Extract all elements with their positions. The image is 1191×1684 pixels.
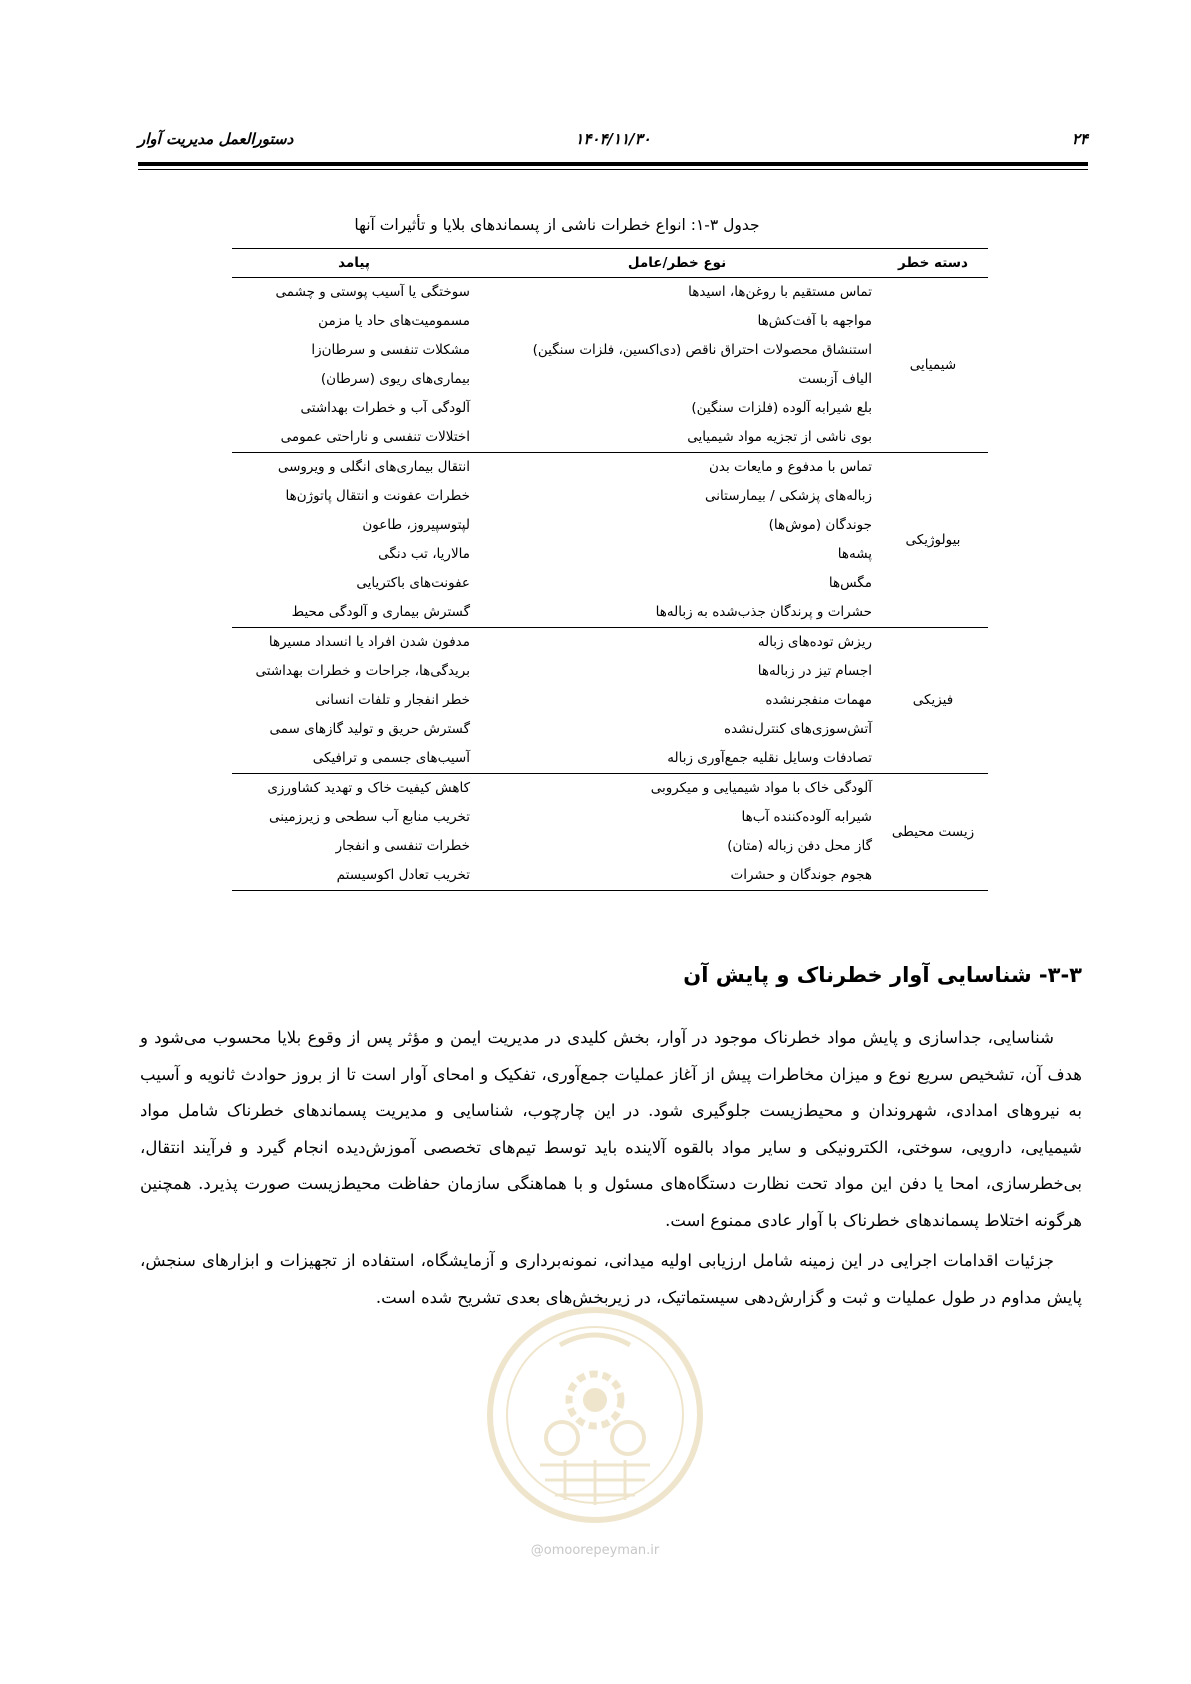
outcome-cell: لپتوسپیروز، طاعون	[362, 517, 470, 533]
table-header-row	[232, 249, 988, 278]
section-title: ۳-۳- شناسایی آوار خطرناک و پایش آن	[683, 963, 1082, 987]
hazard-cell: پشه‌ها	[837, 546, 872, 562]
table-row	[232, 715, 988, 744]
table-row	[232, 598, 988, 628]
hazard-cell: زباله‌های پزشکی / بیمارستانی	[705, 488, 872, 504]
outcome-cell: سوختگی یا آسیب پوستی و چشمی	[275, 284, 470, 300]
table-row	[232, 569, 988, 598]
category-cell: بیولوژیکی	[878, 453, 988, 628]
outcome-cell: مدفون شدن افراد یا انسداد مسیرها	[268, 634, 470, 650]
category-cell: زیست محیطی	[878, 774, 988, 891]
paragraph: شناسایی، جداسازی و پایش مواد خطرناک موجود در آوار، بخش کلیدی در مدیریت ایمن و مؤثر پس از وقوع بلایا محسوب می‌شود و هدف آن، تشخیص سریع نوع و میزان مخاطرات پیش از آغاز عملیات جمع‌آوری، تفکیک و امحای آوار است تا از بروز حوادث ثانویه و آسیب به نیروهای امدادی، شهروندان و محیط‌زیست جلوگیری شود. در این چارچوب، شناسایی و مدیریت پسماندهای خطرناک شامل مواد شیمیایی، دارویی، سوختی، الکترونیکی و سایر مواد بالقوه آلاینده باید توسط تیم‌های تخصصی آموزش‌دیده انجام گیرد و فرآیند انتقال، بی‌خطرسازی، امحا یا دفن این مواد تحت نظارت دستگاه‌های مسئول و با هماهنگی سازمان حفاظت محیط‌زیست صورت پذیرد. همچنین هرگونه اختلاط پسماندهای خطرناک با آوار عادی ممنوع است.	[140, 1028, 1082, 1230]
table-row	[232, 336, 988, 365]
table-row	[232, 423, 988, 453]
watermark-url: @omoorepeyman.ir	[530, 1543, 660, 1558]
hazard-cell: استنشاق محصولات احتراق ناقص (دی‌اکسین، فلزات سنگین)	[532, 342, 872, 358]
outcome-cell: آلودگی آب و خطرات بهداشتی	[300, 400, 470, 416]
hazard-cell: تصادفات وسایل نقلیه جمع‌آوری زباله	[476, 744, 878, 774]
table-row	[232, 511, 988, 540]
category-cell: فیزیکی	[878, 628, 988, 774]
table-row	[232, 482, 988, 511]
table-row	[232, 628, 988, 658]
outcome-cell: اختلالات تنفسی و ناراحتی عمومی	[232, 423, 476, 453]
hazards-table	[232, 248, 988, 891]
table-caption: جدول ۳-۱: انواع خطرات ناشی از پسماندهای بلایا و تأثیرات آنها	[354, 216, 760, 234]
hazard-cell: بوی ناشی از تجزیه مواد شیمیایی	[476, 423, 878, 453]
hazard-cell: تماس مستقیم با روغن‌ها، اسیدها	[688, 284, 872, 300]
hazard-cell: ریزش توده‌های زباله	[757, 634, 872, 650]
header-rule-thick	[138, 162, 1088, 166]
category-cell: شیمیایی	[878, 278, 988, 453]
table-row	[232, 307, 988, 336]
table-row	[232, 861, 988, 891]
outcome-cell: خطر انفجار و تلفات انسانی	[315, 692, 470, 708]
hazard-cell: مهمات منفجرنشده	[765, 692, 872, 708]
paragraph: جزئیات اقدامات اجرایی در این زمینه شامل ارزیابی اولیه میدانی، نمونه‌برداری و آزمایشگاه، استفاده از تجهیزات و ابزارهای سنجش، پایش مداوم در طول عملیات و ثبت و گزارش‌دهی سیستماتیک، در زیربخش‌های بعدی تشریح شده است.	[140, 1251, 1082, 1307]
hazard-cell: شیرابه آلوده‌کننده آب‌ها	[741, 809, 872, 825]
page-number: ۲۴	[1071, 130, 1088, 148]
table-row	[232, 803, 988, 832]
outcome-cell: مالاریا، تب دنگی	[378, 546, 470, 562]
outcome-cell: تخریب منابع آب سطحی و زیرزمینی	[269, 809, 470, 825]
hazard-cell: گاز محل دفن زباله (متان)	[727, 838, 872, 854]
seal-logo-icon	[480, 1300, 710, 1530]
header-hazard: نوع خطر/عامل	[476, 249, 878, 278]
table-row	[232, 657, 988, 686]
outcome-cell: خطرات تنفسی و انفجار	[335, 838, 470, 854]
section-body	[140, 1020, 1082, 1316]
hazard-cell: اجسام تیز در زباله‌ها	[757, 663, 872, 679]
page-header	[138, 130, 1088, 154]
header-category: دسته خطر	[878, 249, 988, 278]
table-row	[232, 453, 988, 483]
table-row	[232, 774, 988, 804]
outcome-cell: مسمومیت‌های حاد یا مزمن	[318, 313, 470, 329]
outcome-cell: مشکلات تنفسی و سرطان‌زا	[311, 342, 470, 358]
hazard-cell: مواجهه با آفت‌کش‌ها	[757, 313, 872, 329]
outcome-cell: خطرات عفونت و انتقال پاتوژن‌ها	[285, 488, 470, 504]
header-date: ۱۴۰۴/۱۱/۳۰	[575, 130, 651, 148]
outcome-cell: تخریب تعادل اکوسیستم	[232, 861, 476, 891]
header-title: دستورالعمل مدیریت آوار	[138, 130, 294, 148]
hazard-cell: بلع شیرابه آلوده (فلزات سنگین)	[691, 400, 872, 416]
outcome-cell: گسترش حریق و تولید گازهای سمی	[269, 721, 470, 737]
outcome-cell: بیماری‌های ریوی (سرطان)	[320, 371, 470, 387]
hazard-cell: تماس با مدفوع و مایعات بدن	[709, 459, 872, 475]
outcome-cell: عفونت‌های باکتریایی	[356, 575, 470, 591]
table-row	[232, 278, 988, 308]
header-rule-thin	[138, 169, 1088, 170]
table-row	[232, 365, 988, 394]
header-outcome: پیامد	[232, 249, 476, 278]
table-row	[232, 832, 988, 861]
table-row	[232, 686, 988, 715]
hazard-cell: مگس‌ها	[828, 575, 872, 591]
hazard-cell: هجوم جوندگان و حشرات	[476, 861, 878, 891]
table-row	[232, 540, 988, 569]
outcome-cell: گسترش بیماری و آلودگی محیط	[232, 598, 476, 628]
table-row	[232, 744, 988, 774]
outcome-cell: بریدگی‌ها، جراحات و خطرات بهداشتی	[255, 663, 470, 679]
hazard-cell: جوندگان (موش‌ها)	[768, 517, 872, 533]
table-body	[232, 278, 988, 891]
hazard-cell: حشرات و پرندگان جذب‌شده به زباله‌ها	[476, 598, 878, 628]
table-row	[232, 394, 988, 423]
outcome-cell: آسیب‌های جسمی و ترافیکی	[232, 744, 476, 774]
hazard-cell: آتش‌سوزی‌های کنترل‌نشده	[724, 721, 872, 737]
hazard-cell: الیاف آزبست	[798, 371, 872, 387]
outcome-cell: انتقال بیماری‌های انگلی و ویروسی	[277, 459, 470, 475]
hazard-cell: آلودگی خاک با مواد شیمیایی و میکروبی	[650, 780, 872, 796]
outcome-cell: کاهش کیفیت خاک و تهدید کشاورزی	[267, 780, 470, 796]
